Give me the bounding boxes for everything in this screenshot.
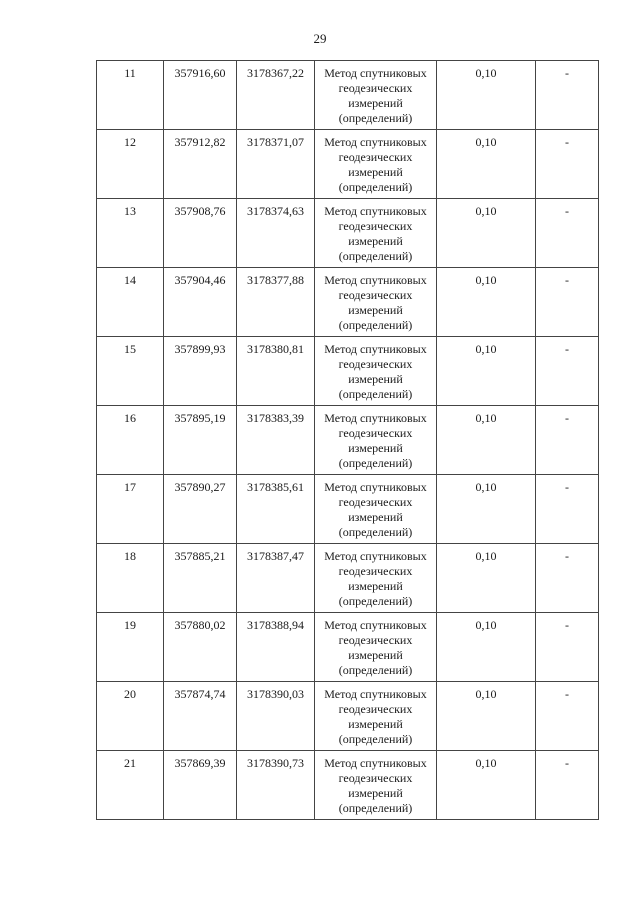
method-line: геодезических <box>338 150 413 164</box>
note-cell: - <box>536 337 599 406</box>
method-line: Метод спутниковых <box>324 480 427 494</box>
point-number-cell: 18 <box>97 544 164 613</box>
y-coordinate-cell: 3178371,07 <box>237 130 315 199</box>
note-cell: - <box>536 406 599 475</box>
note-cell: - <box>536 268 599 337</box>
method-line: (определений) <box>338 180 413 194</box>
note-cell: - <box>536 544 599 613</box>
method-line: (определений) <box>338 456 413 470</box>
y-coordinate-cell: 3178385,61 <box>237 475 315 544</box>
method-line: геодезических <box>338 426 413 440</box>
table-row <box>97 682 599 751</box>
coordinates-table-body <box>97 61 599 820</box>
accuracy-cell: 0,10 <box>437 337 536 406</box>
y-coordinate-cell: 3178388,94 <box>237 613 315 682</box>
method-line: геодезических <box>338 564 413 578</box>
method-line: Метод спутниковых <box>324 66 427 80</box>
method-line: (определений) <box>338 111 413 125</box>
method-line: Метод спутниковых <box>324 204 427 218</box>
x-coordinate-cell: 357869,39 <box>164 751 237 820</box>
method-cell <box>315 475 437 544</box>
method-line: геодезических <box>338 288 413 302</box>
x-coordinate-cell: 357885,21 <box>164 544 237 613</box>
note-cell: - <box>536 751 599 820</box>
x-coordinate-cell: 357908,76 <box>164 199 237 268</box>
y-coordinate-cell: 3178374,63 <box>237 199 315 268</box>
method-line: измерений <box>348 510 403 524</box>
table-row <box>97 199 599 268</box>
note-cell: - <box>536 199 599 268</box>
table-row <box>97 613 599 682</box>
method-cell <box>315 268 437 337</box>
method-line: Метод спутниковых <box>324 273 427 287</box>
method-cell <box>315 544 437 613</box>
y-coordinate-cell: 3178390,73 <box>237 751 315 820</box>
accuracy-cell: 0,10 <box>437 751 536 820</box>
method-line: измерений <box>348 648 403 662</box>
table-row <box>97 406 599 475</box>
method-cell <box>315 130 437 199</box>
note-cell: - <box>536 682 599 751</box>
note-cell: - <box>536 61 599 130</box>
table-row <box>97 544 599 613</box>
point-number-cell: 12 <box>97 130 164 199</box>
method-line: геодезических <box>338 219 413 233</box>
accuracy-cell: 0,10 <box>437 613 536 682</box>
method-cell <box>315 61 437 130</box>
accuracy-cell: 0,10 <box>437 475 536 544</box>
table-row <box>97 268 599 337</box>
point-number-cell: 16 <box>97 406 164 475</box>
x-coordinate-cell: 357895,19 <box>164 406 237 475</box>
note-cell: - <box>536 613 599 682</box>
method-cell <box>315 199 437 268</box>
point-number-cell: 14 <box>97 268 164 337</box>
point-number-cell: 17 <box>97 475 164 544</box>
method-line: (определений) <box>338 318 413 332</box>
method-line: (определений) <box>338 801 413 815</box>
method-line: Метод спутниковых <box>324 342 427 356</box>
accuracy-cell: 0,10 <box>437 406 536 475</box>
note-cell: - <box>536 475 599 544</box>
method-line: Метод спутниковых <box>324 618 427 632</box>
method-line: Метод спутниковых <box>324 687 427 701</box>
accuracy-cell: 0,10 <box>437 544 536 613</box>
y-coordinate-cell: 3178387,47 <box>237 544 315 613</box>
method-line: (определений) <box>338 732 413 746</box>
x-coordinate-cell: 357880,02 <box>164 613 237 682</box>
point-number-cell: 15 <box>97 337 164 406</box>
point-number-cell: 21 <box>97 751 164 820</box>
point-number-cell: 20 <box>97 682 164 751</box>
method-line: геодезических <box>338 357 413 371</box>
method-line: измерений <box>348 717 403 731</box>
method-line: геодезических <box>338 495 413 509</box>
method-line: измерений <box>348 165 403 179</box>
method-line: (определений) <box>338 594 413 608</box>
x-coordinate-cell: 357912,82 <box>164 130 237 199</box>
y-coordinate-cell: 3178380,81 <box>237 337 315 406</box>
note-cell: - <box>536 130 599 199</box>
method-line: измерений <box>348 303 403 317</box>
method-line: (определений) <box>338 249 413 263</box>
method-cell <box>315 751 437 820</box>
table-row <box>97 130 599 199</box>
table-row <box>97 337 599 406</box>
x-coordinate-cell: 357899,93 <box>164 337 237 406</box>
accuracy-cell: 0,10 <box>437 199 536 268</box>
accuracy-cell: 0,10 <box>437 61 536 130</box>
coordinates-table <box>96 60 599 820</box>
method-line: Метод спутниковых <box>324 135 427 149</box>
y-coordinate-cell: 3178390,03 <box>237 682 315 751</box>
y-coordinate-cell: 3178383,39 <box>237 406 315 475</box>
accuracy-cell: 0,10 <box>437 682 536 751</box>
y-coordinate-cell: 3178377,88 <box>237 268 315 337</box>
method-line: измерений <box>348 96 403 110</box>
method-line: Метод спутниковых <box>324 411 427 425</box>
accuracy-cell: 0,10 <box>437 268 536 337</box>
x-coordinate-cell: 357874,74 <box>164 682 237 751</box>
table-row <box>97 61 599 130</box>
table-row <box>97 475 599 544</box>
method-line: измерений <box>348 234 403 248</box>
method-line: Метод спутниковых <box>324 756 427 770</box>
method-line: (определений) <box>338 663 413 677</box>
method-line: измерений <box>348 441 403 455</box>
method-cell <box>315 337 437 406</box>
method-line: измерений <box>348 372 403 386</box>
point-number-cell: 11 <box>97 61 164 130</box>
method-line: измерений <box>348 786 403 800</box>
page-number: 29 <box>313 31 327 46</box>
method-cell <box>315 682 437 751</box>
method-line: геодезических <box>338 771 413 785</box>
method-cell <box>315 613 437 682</box>
x-coordinate-cell: 357890,27 <box>164 475 237 544</box>
method-line: геодезических <box>338 81 413 95</box>
method-line: геодезических <box>338 633 413 647</box>
method-cell <box>315 406 437 475</box>
accuracy-cell: 0,10 <box>437 130 536 199</box>
method-line: геодезических <box>338 702 413 716</box>
x-coordinate-cell: 357916,60 <box>164 61 237 130</box>
table-row <box>97 751 599 820</box>
x-coordinate-cell: 357904,46 <box>164 268 237 337</box>
method-line: (определений) <box>338 387 413 401</box>
method-line: Метод спутниковых <box>324 549 427 563</box>
point-number-cell: 19 <box>97 613 164 682</box>
method-line: (определений) <box>338 525 413 539</box>
method-line: измерений <box>348 579 403 593</box>
y-coordinate-cell: 3178367,22 <box>237 61 315 130</box>
point-number-cell: 13 <box>97 199 164 268</box>
